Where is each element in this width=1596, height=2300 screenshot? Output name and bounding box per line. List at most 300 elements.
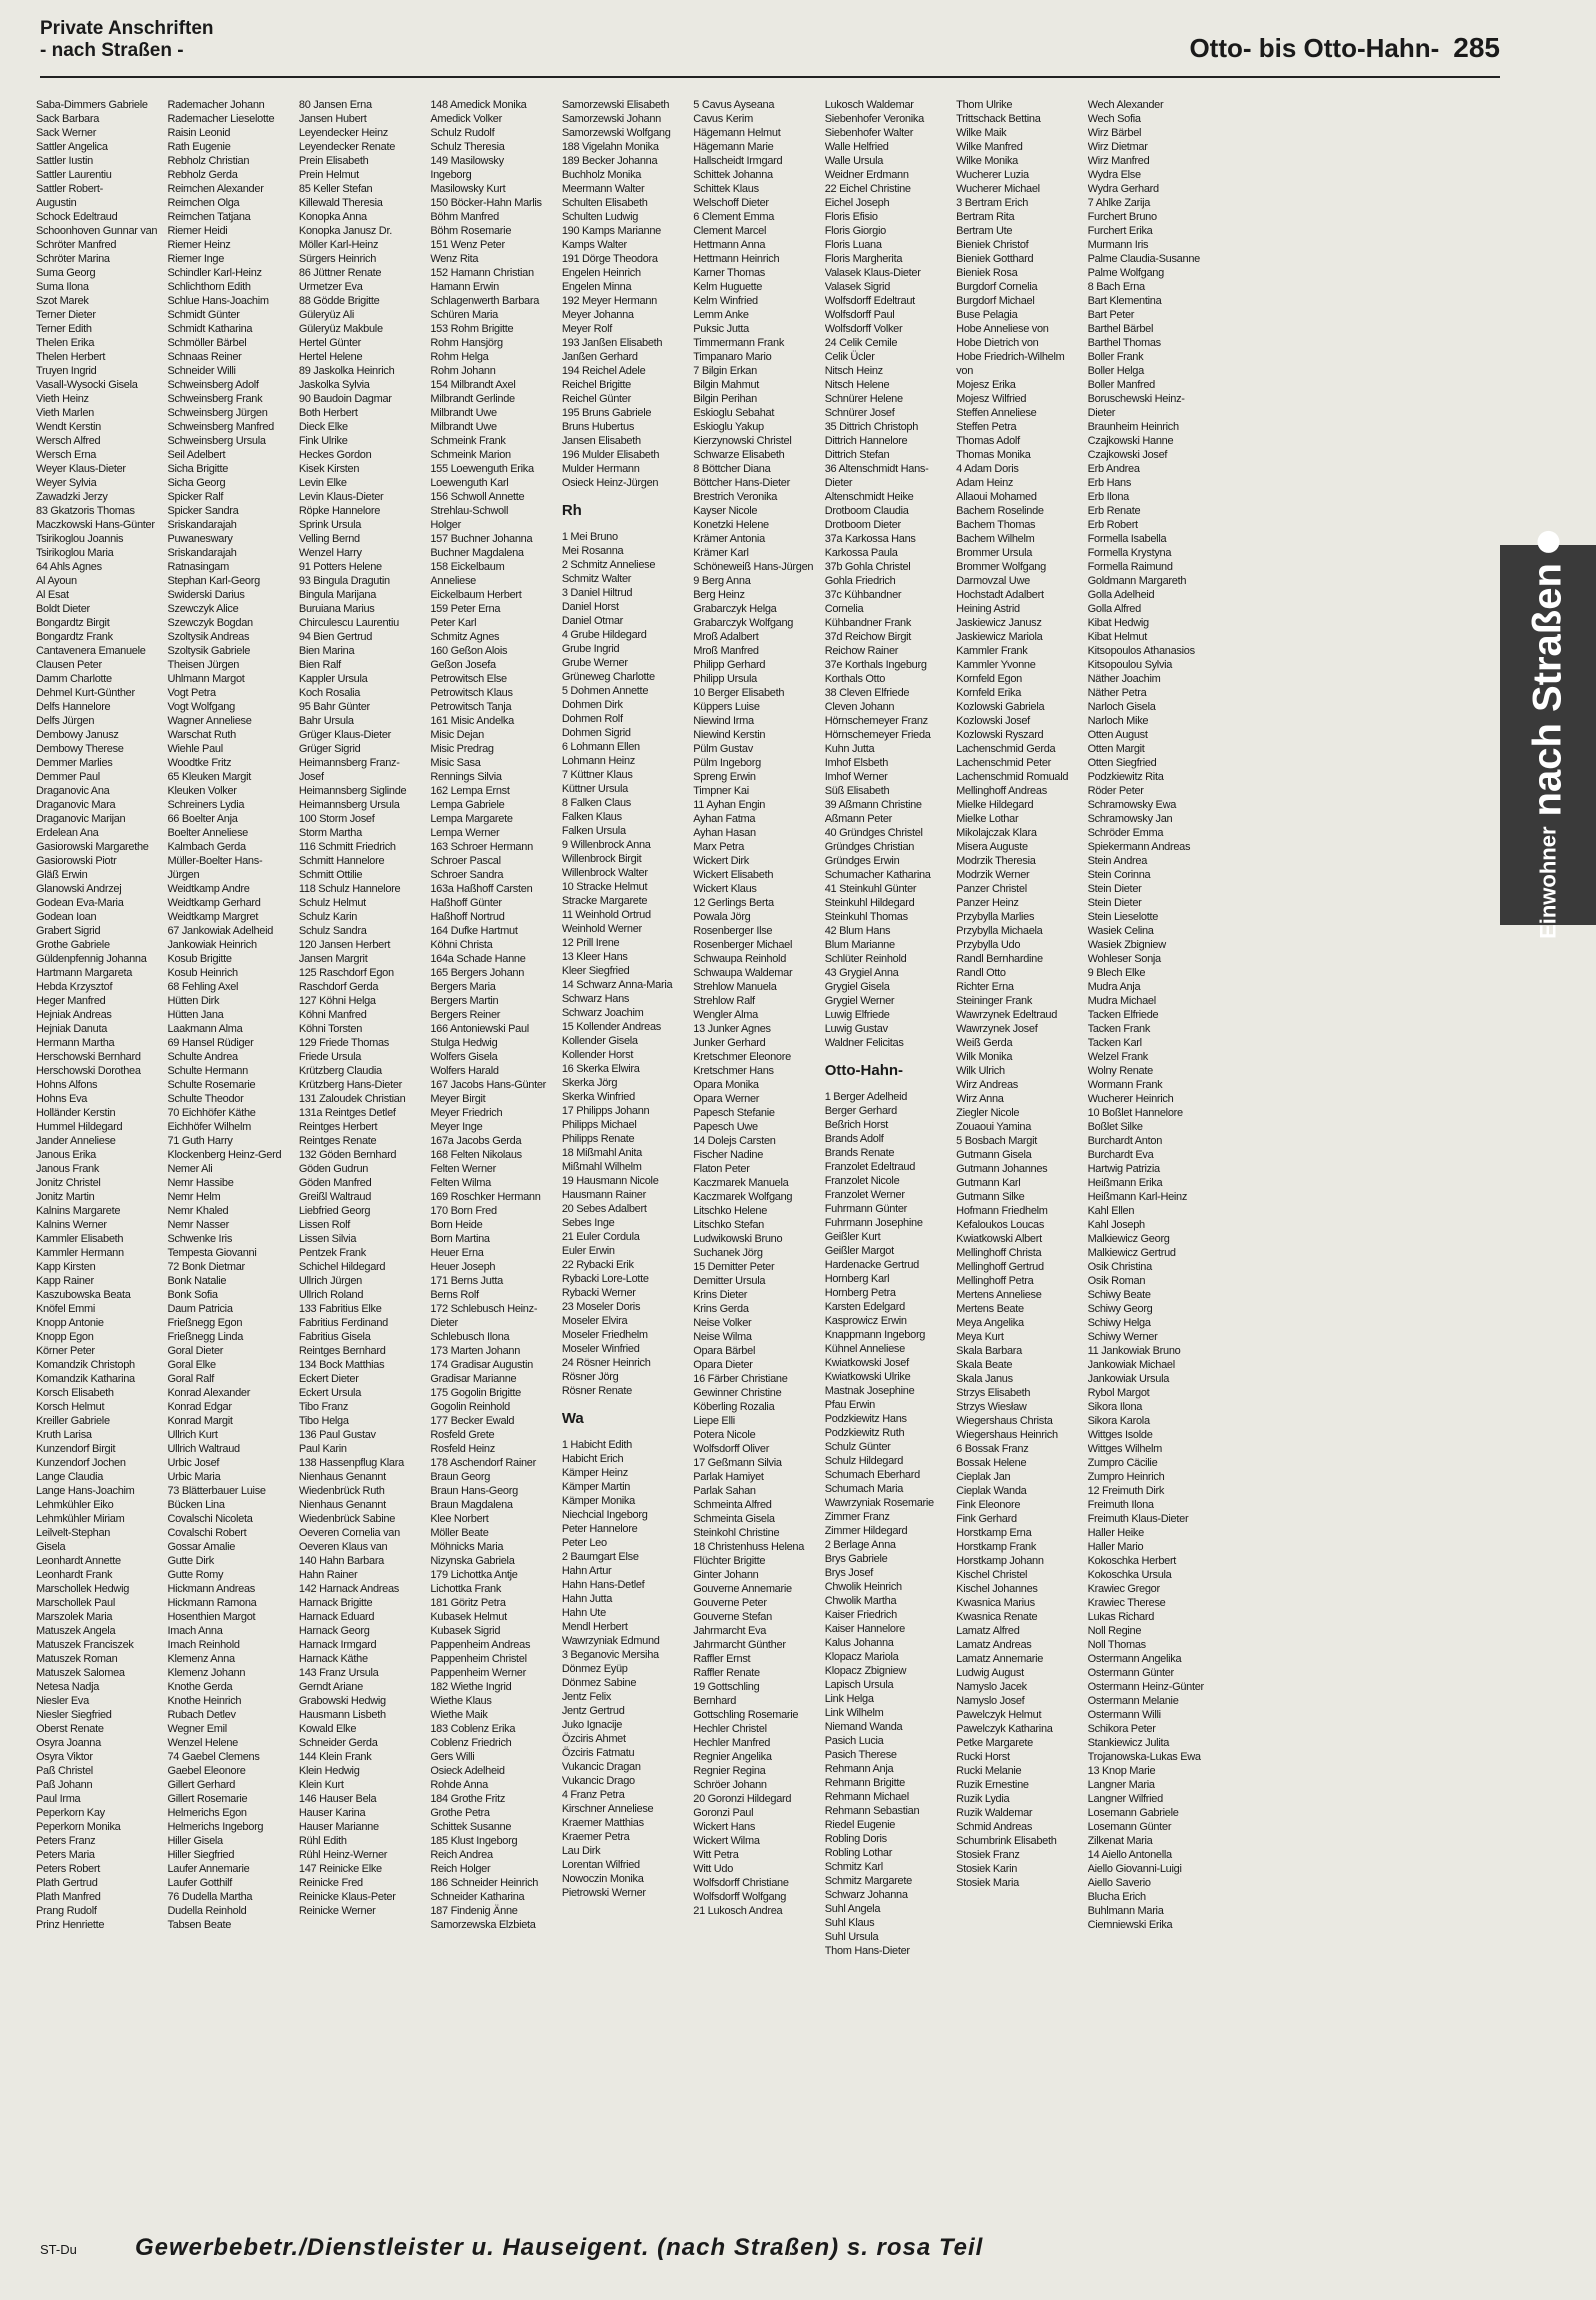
directory-entry: Raisin Leonid (167, 127, 231, 139)
directory-column (430, 98, 555, 2208)
directory-entry: Frießnegg Egon (167, 1317, 243, 1329)
directory-entry: Liepe Elli (693, 1415, 735, 1427)
directory-entry: 85 Keller Stefan (298, 183, 373, 195)
footer-code: ST-Du (40, 2242, 77, 2257)
directory-entry: Rühl Heinz-Werner (298, 1849, 388, 1861)
directory-entry: Josef (298, 771, 324, 783)
directory-entry: Mellinghoff Petra (956, 1275, 1034, 1287)
directory-entry: 140 Hahn Barbara (298, 1555, 385, 1567)
directory-entry: Thom Hans-Dieter (824, 1945, 910, 1957)
directory-entry: Wucherer Michael (956, 183, 1040, 195)
directory-entry: Erb Hans (1087, 477, 1132, 489)
directory-entry: Gogolin Reinhold (430, 1401, 510, 1413)
directory-entry: Reintges Bernhard (298, 1345, 386, 1357)
directory-entry: Mielke Lothar (956, 813, 1019, 825)
directory-entry: Willenbrock Walter (561, 867, 648, 879)
directory-entry: Juko Ignacije (561, 1719, 623, 1731)
directory-entry: Konopka Janusz Dr. (298, 225, 392, 237)
directory-entry: Reimchen Alexander (167, 183, 264, 195)
directory-entry: Göden Manfred (298, 1177, 372, 1189)
directory-entry: Schiwy Georg (1087, 1303, 1153, 1315)
directory-entry: Wirz Anna (956, 1093, 1004, 1105)
directory-column (1088, 98, 1213, 2208)
directory-entry: Ullrich Waltraud (167, 1443, 240, 1455)
directory-entry: Brommer Wolfgang (956, 561, 1046, 573)
directory-entry: Schnürer Josef (824, 407, 895, 419)
directory-entry: Rybol Margot (1087, 1387, 1150, 1399)
directory-entry: Grygiel Gisela (824, 981, 890, 993)
directory-entry: Peter Hannelore (561, 1523, 638, 1535)
directory-entry: Braun Magdalena (430, 1499, 513, 1511)
directory-entry: Regnier Regina (693, 1765, 766, 1777)
directory-entry: Strzys Wiesław (956, 1401, 1027, 1413)
directory-entry: Berns Rolf (430, 1289, 479, 1301)
directory-entry: Krins Dieter (693, 1289, 748, 1301)
directory-entry: Ginter Johann (693, 1569, 759, 1581)
directory-entry: Erb Renate (1087, 505, 1141, 517)
directory-entry: Kokoschka Herbert (1087, 1555, 1177, 1567)
directory-entry: Gradisar Marianne (430, 1373, 517, 1385)
directory-entry: Draganovic Marijan (36, 813, 126, 825)
directory-entry: Harnack Käthe (298, 1653, 368, 1665)
directory-entry: Urmetzer Eva (298, 281, 363, 293)
directory-entry: 66 Boelter Anja (167, 813, 238, 825)
directory-entry: Drotboom Claudia (824, 505, 909, 517)
directory-entry: Wiethe Klaus (430, 1695, 492, 1707)
directory-entry: 195 Bruns Gabriele (561, 407, 652, 419)
directory-entry: 11 Weinhold Ortrud (561, 909, 651, 921)
directory-entry: Gers Willi (430, 1751, 475, 1763)
directory-entry: Gossar Amalie (167, 1541, 236, 1553)
directory-entry: 19 Hausmann Nicole (561, 1175, 659, 1187)
directory-entry: Kwiatkowski Ulrike (824, 1371, 911, 1383)
directory-entry: 5 Bosbach Margit (956, 1135, 1037, 1147)
directory-entry: Podzkiewitz Hans (824, 1413, 907, 1425)
directory-entry: Leonhardt Frank (36, 1569, 113, 1581)
directory-entry: 90 Baudoin Dagmar (298, 393, 392, 405)
directory-entry: Hochstadt Adalbert (956, 589, 1044, 601)
directory-entry: Falken Ursula (561, 825, 626, 837)
directory-entry: Schwenke Iris (167, 1233, 233, 1245)
directory-entry: 171 Berns Jutta (430, 1275, 503, 1287)
directory-entry: Stein Andrea (1087, 855, 1148, 867)
directory-entry: Korsch Elisabeth (36, 1387, 114, 1399)
directory-entry: Bernhard (693, 1695, 737, 1707)
directory-entry: 42 Blum Hans (824, 925, 891, 937)
directory-entry: Schweinsberg Ursula (167, 435, 266, 447)
directory-entry: Erb Ilona (1087, 491, 1129, 503)
directory-entry: Knöfel Emmi (36, 1303, 96, 1315)
directory-entry: Stracke Margarete (561, 895, 648, 907)
directory-entry: 7 Küttner Klaus (561, 769, 633, 781)
directory-entry: Hiller Gisela (167, 1835, 223, 1847)
directory-entry: Lehmkühler Miriam (36, 1513, 125, 1525)
directory-entry: Wirz Dietmar (1087, 141, 1148, 153)
directory-entry: Schmöller Bärbel (167, 337, 247, 349)
directory-entry: 129 Friede Thomas (298, 1037, 389, 1049)
directory-entry: Wydra Else (1087, 169, 1141, 181)
directory-entry: Plath Manfred (36, 1891, 101, 1903)
directory-entry: Jahrmarcht Günther (693, 1639, 786, 1651)
directory-entry: Szot Marek (36, 295, 89, 307)
directory-entry: Cantavenera Emanuele (36, 645, 146, 657)
directory-entry: Imach Reinhold (167, 1639, 240, 1651)
directory-entry: Felten Werner (430, 1163, 496, 1175)
directory-entry: Palme Claudia-Susanne (1087, 253, 1200, 265)
directory-entry: Rosfeld Heinz (430, 1443, 495, 1455)
directory-entry: Wiedenbrück Sabine (298, 1513, 396, 1525)
directory-entry: Stephan Karl-Georg (167, 575, 260, 587)
directory-entry: Knopp Egon (36, 1331, 94, 1343)
directory-entry: Namyslo Jacek (956, 1681, 1027, 1693)
directory-entry: Podzkiewitz Ruth (824, 1427, 905, 1439)
directory-entry: Heuer Joseph (430, 1261, 496, 1273)
directory-entry: Palme Wolfgang (1087, 267, 1164, 279)
directory-entry: Nienhaus Genannt (298, 1471, 386, 1483)
directory-entry: Wilke Monika (956, 155, 1018, 167)
directory-entry: Wawrzyniak Edmund (561, 1635, 660, 1647)
directory-entry: Stankiewicz Julita (1087, 1737, 1170, 1749)
directory-entry: Goronzi Paul (693, 1807, 754, 1819)
directory-entry: Suma Georg (36, 267, 96, 279)
directory-entry: Konrad Edgar (167, 1401, 232, 1413)
directory-entry: Meyer Friedrich (430, 1107, 503, 1119)
directory-entry: Grothe Petra (430, 1807, 490, 1819)
directory-entry: 80 Jansen Erna (298, 99, 372, 111)
directory-entry: Reich Andrea (430, 1849, 493, 1861)
directory-entry: Reinicke Klaus-Peter (298, 1891, 396, 1903)
directory-entry: 14 Schwarz Anna-Maria (561, 979, 673, 991)
directory-entry: Haller Mario (1087, 1541, 1144, 1553)
directory-entry: Zawadzki Jerzy (36, 491, 108, 503)
directory-entry: Bergers Reiner (430, 1009, 501, 1021)
directory-entry: Burgdorf Cornelia (956, 281, 1038, 293)
directory-entry: 93 Bingula Dragutin (298, 575, 390, 587)
directory-entry: 136 Paul Gustav (298, 1429, 376, 1441)
directory-entry: Pülm Gustav (693, 743, 753, 755)
directory-entry: Stein Dieter (1087, 883, 1142, 895)
directory-entry: Schwarz Joachim (561, 1007, 644, 1019)
directory-entry: 170 Born Fred (430, 1205, 497, 1217)
directory-entry: Ruzik Waldemar (956, 1807, 1033, 1819)
directory-entry: 184 Grothe Fritz (430, 1793, 506, 1805)
directory-entry: Lamatz Annemarie (956, 1653, 1044, 1665)
directory-entry: Gründges Christian (824, 841, 915, 853)
directory-entry: Gutmann Karl (956, 1177, 1021, 1189)
directory-entry: Franzolet Nicole (824, 1175, 900, 1187)
directory-entry: 134 Bock Matthias (298, 1359, 385, 1371)
directory-entry: Grüger Klaus-Dieter (298, 729, 392, 741)
directory-entry: Adam Heinz (956, 477, 1014, 489)
directory-entry: Dehmel Kurt-Günther (36, 687, 135, 699)
directory-entry: Szewczyk Alice (167, 603, 239, 615)
directory-entry: Sicha Georg (167, 477, 226, 489)
directory-entry: Stosiek Franz (956, 1849, 1020, 1861)
directory-entry: Wagner Anneliese (167, 715, 252, 727)
directory-entry: Kisek Kirsten (298, 463, 360, 475)
directory-entry: Jansen Elisabeth (561, 435, 641, 447)
directory-entry: 10 Stracke Helmut (561, 881, 648, 893)
directory-entry: Schiwy Helga (1087, 1317, 1151, 1329)
directory-entry: Harnack Brigitte (298, 1597, 373, 1609)
directory-entry: 13 Knop Marie (1087, 1765, 1156, 1777)
directory-entry: Tibo Helga (298, 1415, 349, 1427)
directory-entry: Brys Gabriele (824, 1553, 888, 1565)
directory-entry: Wickert Klaus (693, 883, 757, 895)
directory-entry: Mojesz Wilfried (956, 393, 1027, 405)
directory-entry: Heimannsberg Siglinde (298, 785, 407, 797)
directory-entry: Schneider Katharina (430, 1891, 525, 1903)
directory-entry: 181 Göritz Petra (430, 1597, 506, 1609)
directory-entry: Trojanowska-Lukas Ewa (1087, 1751, 1201, 1763)
directory-entry: Rösner Jörg (561, 1371, 619, 1383)
directory-entry: Konrad Alexander (167, 1387, 251, 1399)
directory-entry: Pentzek Frank (298, 1247, 366, 1259)
directory-entry: Heimannsberg Franz- (298, 757, 400, 769)
directory-entry: Moseler Friedhelm (561, 1329, 648, 1341)
directory-entry: Krawiec Therese (1087, 1597, 1166, 1609)
directory-entry: Fink Eleonore (956, 1499, 1021, 1511)
directory-entry: Goral Ralf (167, 1373, 214, 1385)
directory-entry: Pfau Erwin (824, 1399, 875, 1411)
directory-entry: Demitter Ursula (693, 1275, 766, 1287)
directory-entry: Heimannsberg Ursula (298, 799, 400, 811)
directory-entry: Habicht Erich (561, 1453, 624, 1465)
directory-entry: Puwaneswary (167, 533, 233, 545)
directory-entry: Lehmkühler Eiko (36, 1499, 114, 1511)
directory-entry: Weidner Erdmann (824, 169, 909, 181)
directory-entry: Schramowsky Ewa (1087, 799, 1177, 811)
directory-entry: 162 Lempa Ernst (430, 785, 510, 797)
directory-entry: 24 Celik Cemile (824, 337, 898, 349)
directory-entry: Strehlow Ralf (693, 995, 755, 1007)
directory-entry: Kornfeld Egon (956, 673, 1022, 685)
directory-entry: Meyer Johanna (561, 309, 634, 321)
directory-entry: 142 Harnack Andreas (298, 1583, 399, 1595)
directory-entry: Hettmann Heinrich (693, 253, 780, 265)
directory-entry: Junker Gerhard (693, 1037, 766, 1049)
page-footer (40, 2232, 1500, 2272)
directory-entry: Schnürer Helene (824, 393, 903, 405)
directory-entry: Mikolajczak Klara (956, 827, 1037, 839)
directory-entry: 23 Moseler Doris (561, 1301, 641, 1313)
directory-entry: Wormann Frank (1087, 1079, 1163, 1091)
directory-entry: Jaskolka Sylvia (298, 379, 370, 391)
directory-entry: Schramowsky Jan (1087, 813, 1173, 825)
directory-entry: Schweinsberg Adolf (167, 379, 259, 391)
directory-entry: Noll Regine (1087, 1625, 1142, 1637)
directory-entry: Paß Christel (36, 1765, 93, 1777)
directory-entry: Richter Erna (956, 981, 1014, 993)
street-range: Otto- bis Otto-Hahn- (1189, 33, 1440, 63)
directory-entry: Klockenberg Heinz-Gerd (167, 1149, 282, 1161)
directory-entry: Brommer Ursula (956, 547, 1033, 559)
directory-entry: Reichel Brigitte (561, 379, 631, 391)
directory-entry: Sriskandarajah (167, 547, 237, 559)
directory-entry: Spicker Sandra (167, 505, 239, 517)
directory-entry: Theisen Jürgen (167, 659, 240, 671)
directory-entry: Näther Petra (1087, 687, 1147, 699)
directory-entry: 2 Baumgart Else (561, 1551, 639, 1563)
directory-entry: 191 Dörge Theodora (561, 253, 658, 265)
directory-entry: Kamps Walter (561, 239, 627, 251)
directory-entry: 174 Gradisar Augustin (430, 1359, 533, 1371)
directory-entry (562, 1398, 687, 1402)
directory-entry: Demmer Paul (36, 771, 100, 783)
directory-entry: 146 Hauser Bela (298, 1793, 377, 1805)
directory-entry: Opara Werner (693, 1093, 760, 1105)
directory-entry: Kämper Heinz (561, 1467, 628, 1479)
directory-entry: 127 Köhni Helga (298, 995, 376, 1007)
directory-entry: Gillert Gerhard (167, 1779, 236, 1791)
directory-entry: Bachem Roselinde (956, 505, 1044, 517)
directory-entry: Kühbandner Frank (824, 617, 912, 629)
directory-entry: Kubasek Helmut (430, 1611, 507, 1623)
directory-entry: Wersch Alfred (36, 435, 101, 447)
directory-entry: Pasich Lucia (824, 1735, 884, 1747)
directory-entry: Schoonhoven Gunnar van (36, 225, 158, 237)
directory-entry: Ullrich Jürgen (298, 1275, 362, 1287)
directory-entry: Samorzewski Wolfgang (561, 127, 671, 139)
directory-entry: Pietrowski Werner (561, 1887, 646, 1899)
directory-entry: 149 Masilowsky (430, 155, 504, 167)
directory-entry: Leyendecker Heinz (298, 127, 388, 139)
directory-entry: Möller Beate (430, 1527, 489, 1539)
directory-entry: Warschat Ruth (167, 729, 236, 741)
directory-entry: 2 Berlage Anna (824, 1539, 896, 1551)
directory-entry: Samorzewski Elisabeth (561, 99, 670, 111)
directory-entry: Born Martina (430, 1233, 490, 1245)
directory-entry: Gläß Erwin (36, 869, 88, 881)
directory-entry: 151 Wenz Peter (430, 239, 505, 251)
directory-entry: Wilk Ulrich (956, 1065, 1005, 1077)
directory-entry: 76 Dudella Martha (167, 1891, 253, 1903)
directory-entry: Aßmann Peter (824, 813, 893, 825)
directory-entry: Franzolet Edeltraud (824, 1161, 916, 1173)
directory-entry: Loewenguth Karl (430, 477, 509, 489)
directory-entry: Otten Margit (1087, 743, 1145, 755)
directory-entry: Schindler Karl-Heinz (167, 267, 262, 279)
directory-entry: Kapp Kirsten (36, 1261, 96, 1273)
directory-entry: Boßlet Silke (1087, 1121, 1143, 1133)
directory-entry: 9 Berg Anna (693, 575, 751, 587)
directory-entry: Schulte Theodor (167, 1093, 244, 1105)
directory-entry: Gutte Dirk (167, 1555, 214, 1567)
directory-entry: Sattler Iustin (36, 155, 93, 167)
directory-entry: Kozlowski Gabriela (956, 701, 1045, 713)
directory-entry: Cornelia (824, 603, 864, 615)
directory-entry: 144 Klein Frank (298, 1751, 372, 1763)
directory-entry: Hornberg Petra (824, 1287, 896, 1299)
directory-entry: 70 Eichhöfer Käthe (167, 1107, 256, 1119)
directory-entry: Hausmann Lisbeth (298, 1709, 386, 1721)
directory-entry: Waldner Felicitas (824, 1037, 904, 1049)
directory-entry: 168 Felten Nikolaus (430, 1149, 522, 1161)
directory-entry: Namyslo Josef (956, 1695, 1025, 1707)
directory-entry: Wengler Alma (693, 1009, 758, 1021)
directory-entry: Wiehle Paul (167, 743, 223, 755)
directory-entry: Helmerichs Ingeborg (167, 1821, 264, 1833)
directory-entry: Kibat Hedwig (1087, 617, 1149, 629)
directory-entry: Leilvelt-Stephan (36, 1527, 111, 1539)
directory-entry: Woodtke Fritz (167, 757, 232, 769)
directory-entry: 150 Böcker-Hahn Marlis (430, 197, 542, 209)
directory-entry: Schulte Andrea (167, 1051, 238, 1063)
directory-entry: Falken Klaus (561, 811, 622, 823)
directory-entry: Zumpro Heinrich (1087, 1471, 1165, 1483)
directory-entry: Draganovic Ana (36, 785, 110, 797)
directory-entry: Sürgers Heinrich (298, 253, 377, 265)
directory-entry: Timpner Kai (693, 785, 749, 797)
directory-entry: Formella Raimund (1087, 561, 1173, 573)
directory-entry: Wilke Manfred (956, 141, 1023, 153)
directory-entry: Hejniak Danuta (36, 1023, 108, 1035)
directory-entry: Coblenz Friedrich (430, 1737, 512, 1749)
directory-entry: Dittrich Stefan (824, 449, 890, 461)
directory-entry: Schulz Theresia (430, 141, 505, 153)
directory-entry: Böhm Manfred (430, 211, 499, 223)
directory-entry: Ayhan Hasan (693, 827, 756, 839)
directory-entry: Both Herbert (298, 407, 358, 419)
directory-entry: Przybylla Udo (956, 939, 1021, 951)
directory-entry: Peter Karl (430, 617, 477, 629)
directory-entry: Kreiller Gabriele (36, 1415, 110, 1427)
directory-entry: Jentz Felix (561, 1691, 612, 1703)
directory-entry: Moseler Elvira (561, 1315, 628, 1327)
directory-entry: Schwarz Hans (561, 993, 630, 1005)
directory-entry: Wawrzynek Edeltraud (956, 1009, 1058, 1021)
directory-entry: Thomas Adolf (956, 435, 1020, 447)
directory-entry: Vogt Petra (167, 687, 216, 699)
directory-entry: Nitsch Heinz (824, 365, 883, 377)
directory-entry: Petrowitsch Else (430, 673, 507, 685)
directory-entry: 188 Vigelahn Monika (561, 141, 659, 153)
directory-entry: 133 Fabritius Elke (298, 1303, 382, 1315)
directory-entry: Sack Barbara (36, 113, 100, 125)
directory-entry: Laufer Gotthilf (167, 1877, 233, 1889)
directory-entry: Chirculescu Laurentiu (298, 617, 399, 629)
directory-entry: 18 Mißmahl Anita (561, 1147, 642, 1159)
directory-entry: Lichottka Frank (430, 1583, 502, 1595)
directory-entry: Al Ayoun (36, 575, 77, 587)
directory-entry: Ullrich Kurt (167, 1429, 218, 1441)
directory-entry: 22 Eichel Christine (824, 183, 911, 195)
directory-entry: Rohm Johann (430, 365, 496, 377)
directory-entry: Euler Erwin (561, 1245, 615, 1257)
directory-entry: 72 Bonk Dietmar (167, 1261, 245, 1273)
directory-entry: Kalmbach Gerda (167, 841, 246, 853)
directory-entry: Golla Adelheid (1087, 589, 1155, 601)
directory-entry: Knappmann Ingeborg (824, 1329, 926, 1341)
directory-entry: Helmerichs Egon (167, 1807, 247, 1819)
directory-entry: Mendl Herbert (561, 1621, 628, 1633)
directory-entry: Kaiser Hannelore (824, 1623, 905, 1635)
directory-entry: Modrzik Werner (956, 869, 1030, 881)
directory-entry: Hörnschemeyer Franz (824, 715, 928, 727)
directory-entry: Urbic Maria (167, 1471, 221, 1483)
directory-entry: Wawrzynek Josef (956, 1023, 1038, 1035)
directory-entry: Delfs Jürgen (36, 715, 95, 727)
directory-entry: 37e Korthals Ingeburg (824, 659, 927, 671)
directory-entry: Jentz Gertrud (561, 1705, 625, 1717)
directory-entry: Güleryüz Makbule (298, 323, 383, 335)
directory-entry: Wickert Dirk (693, 855, 749, 867)
directory-entry: Golla Alfred (1087, 603, 1141, 615)
directory-entry: Buse Pelagia (956, 309, 1018, 321)
directory-entry: Liebfried Georg (298, 1205, 371, 1217)
directory-entry: Rucki Melanie (956, 1765, 1022, 1777)
directory-entry: 12 Prill Irene (561, 937, 620, 949)
